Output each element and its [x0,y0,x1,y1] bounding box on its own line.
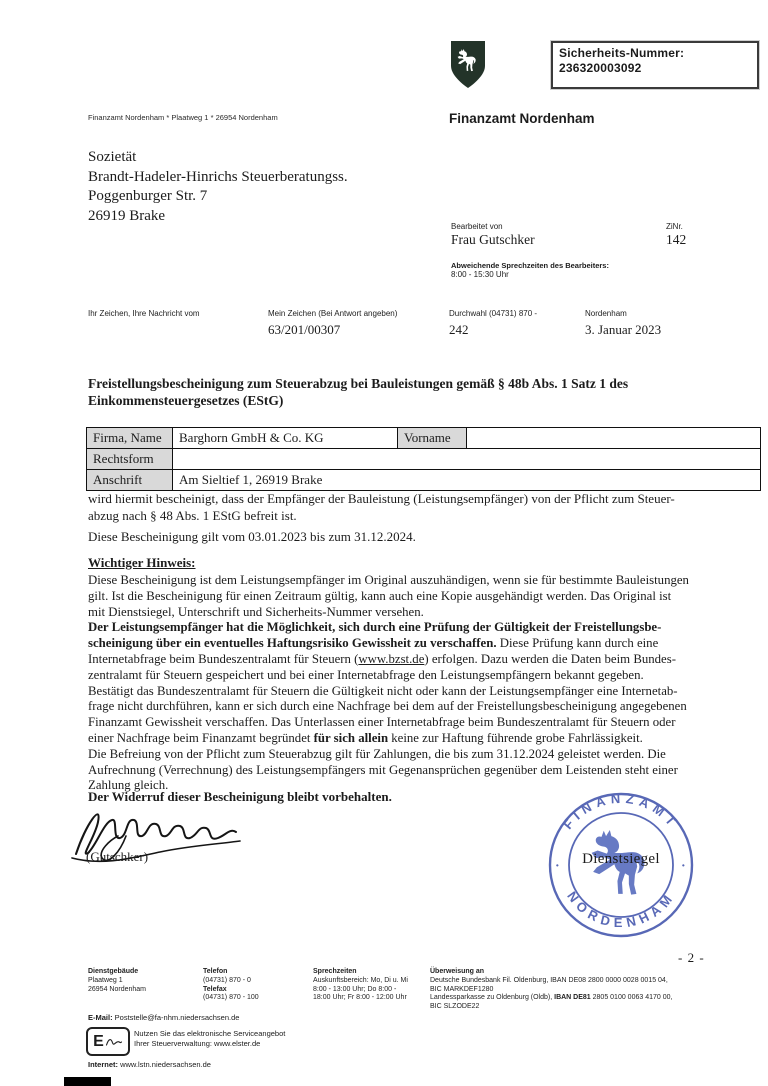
rechtsform-label-cell: Rechtsform [87,449,173,470]
vorname-label-cell: Vorname [398,428,467,449]
stamp-separator-dot: · [681,859,686,874]
your-reference-label: Ihr Zeichen, Ihre Nachricht vom [88,309,200,318]
stamp-top-text: FINANZAMT [560,790,682,833]
footer-email: E-Mail: Poststelle@fa-nhm.niedersachsen.de [88,1013,240,1022]
security-number-value: 236320003092 [559,61,642,75]
dial-label: Durchwahl (04731) 870 - [449,309,538,318]
validity-text: Diese Bescheinigung gilt vom 03.01.2023 bis zum 31.12.2024. [88,529,416,544]
my-reference-label: Mein Zeichen (Bei Antwort angeben) [268,309,398,318]
stamp-overlay-text: Dienstsiegel [582,851,660,867]
niedersachsen-coat-of-arms-icon [449,40,487,95]
dial-extension: 242 [449,322,469,337]
deviating-hours-value: 8:00 - 15:30 Uhr [451,270,509,279]
stamp-bottom-text: NORDENHAM [564,888,678,931]
deviating-hours-label: Abweichende Sprechzeiten des Bearbeiters: [451,261,609,270]
document-title: Freistellungsbescheinigung zum Steuerabzug bei Bauleistungen gemäß § 48b Abs. 1 Satz 1 des Einkommensteuergesetzes (EStG) [88,376,629,408]
notice-heading: Wichtiger Hinweis: [88,555,196,570]
date-value: 3. Januar 2023 [585,322,662,337]
place-label: Nordenham [585,309,627,318]
sender-address-line: Finanzamt Nordenham * Plaatweg 1 * 26954 Nordenham [88,113,278,122]
security-number-label: Sicherheits-Nummer: [559,46,685,60]
footer-office-hours: Sprechzeiten Auskunftsbereich: Mo, Di u. Mi 8:00 - 13:00 Uhr; Do 8:00 - 18:00 Uhr; Fr 8:00 - 12:00 Uhr [313,968,408,1002]
certification-text: wird hiermit bescheinigt, dass der Empfänger der Bauleistung (Leistungsempfänger) von der Pflicht zum Steuer- abzug nach § 48 Abs. 1 EStG befreit ist. [88,491,675,523]
zinr-value: 142 [666,232,687,247]
recipient-address: Sozietät Brandt-Hadeler-Hinrichs Steuerberatungss. Poggenburger Str. 7 26919 Brake [88,149,348,224]
svg-text:FINANZAMT [560,791,682,832]
page-number: - 2 - [678,950,705,965]
elster-logo-icon [86,1027,130,1056]
revocation-text: Der Widerruf dieser Bescheinigung bleibt vorbehalten. [88,789,392,804]
rechtsform-value-cell [173,449,761,470]
footer-office-building: Dienstgebäude Plaatweg 1 26954 Nordenham [88,968,146,993]
agency-name: Finanzamt Nordenham [449,111,595,126]
stamp-separator-dot: · [555,859,560,874]
vorname-value-cell [467,428,761,449]
footer-phone: Telefon (04731) 870 - 0 Telefax (04731) 870 - 100 [203,968,259,1002]
zinr-label: ZiNr. [666,222,683,231]
elster-e-glyph: E [93,1032,104,1050]
applicant-table [86,427,761,491]
table-row [87,428,761,449]
footer-internet: Internet: www.lstn.niedersachsen.de [88,1060,211,1069]
anschrift-value-cell: Am Sieltief 1, 26919 Brake [173,470,761,491]
firma-value-cell: Barghorn GmbH & Co. KG [173,428,398,449]
notice-text: Diese Bescheinigung ist dem Leistungsempfänger im Original auszuhändigen, wenn sie für bestimmte Bauleistungen gilt. Ist die Bescheinigung für einen Zeitraum gültig, kann auch eine Kopie ausgehändigt werden. Das Original ist mit Dienstsiegel, Unterschrift und Sicherheits-Nummer versehen. Der Leistungsempfänger hat die Möglichkeit, sich durch eine Prüfung der Gültigkeit der Freistellungsbe- scheinigung über ein eventuelles Haftungsrisiko Gewissheit zu verschaffen. Diese Prüfung kann durch eine Internetabfrage beim Bundeszentralamt für Steuern (www.bzst.de) erfolgen. Dazu werden die Daten beim Bundes- zentralamt für Steuern gespeichert und bei einer Internetabfrage den Leistungsempfängern bekannt gegeben. Bestätigt das Bundeszentralamt für Steuern die Gültigkeit nicht oder kann der Leistungsempfänger eine Internetab- frage nicht durchführen, kann er sich durch eine Nachfrage bei dem auf der Freistellungsbescheinigung angegebenen Finanzamt Gewissheit verschaffen. Das Unterlassen einer Internetabfrage beim Bundeszentralamt für Steuern oder einer Nachfrage beim Finanzamt begründet für sich allein keine zur Haftung führende grobe Fahrlässigkeit. Die Befreiung von der Pflicht zum Steuerabzug gilt für Zahlungen, die bis zum 31.12.2024 geleistet werden. Die Aufrechnung (Verrechnung) des Leistungsempfängers mit Gegenansprüchen gegenüber dem Leistenden steht einer Zahlung gleich. [88,573,689,793]
footer-bank-details: Überweisung an Deutsche Bundesbank Fil. Oldenburg, IBAN DE08 2800 0000 0028 0015 04, BIC MARKDEF1280 Landessparkasse zu Oldenburg (Oldb), IBAN DE81 2805 0100 0063 4170 00, BIC SLZODE22 [430,968,673,1011]
footer-elster-text: Nutzen Sie das elektronische Serviceangebot Ihrer Steuerverwaltung: www.elster.de [134,1029,286,1048]
processed-by-label: Bearbeitet von [451,222,503,231]
table-row [87,449,761,470]
anschrift-label-cell: Anschrift [87,470,173,491]
firma-label-cell: Firma, Name [87,428,173,449]
security-number-box [551,41,759,89]
signer-name: (Gutschker) [86,849,149,864]
table-row [87,470,761,491]
my-reference-value: 63/201/00307 [268,322,341,337]
processed-by-value: Frau Gutschker [451,232,535,247]
redaction-bar [64,1077,111,1086]
elster-squiggle-icon [105,1035,123,1049]
